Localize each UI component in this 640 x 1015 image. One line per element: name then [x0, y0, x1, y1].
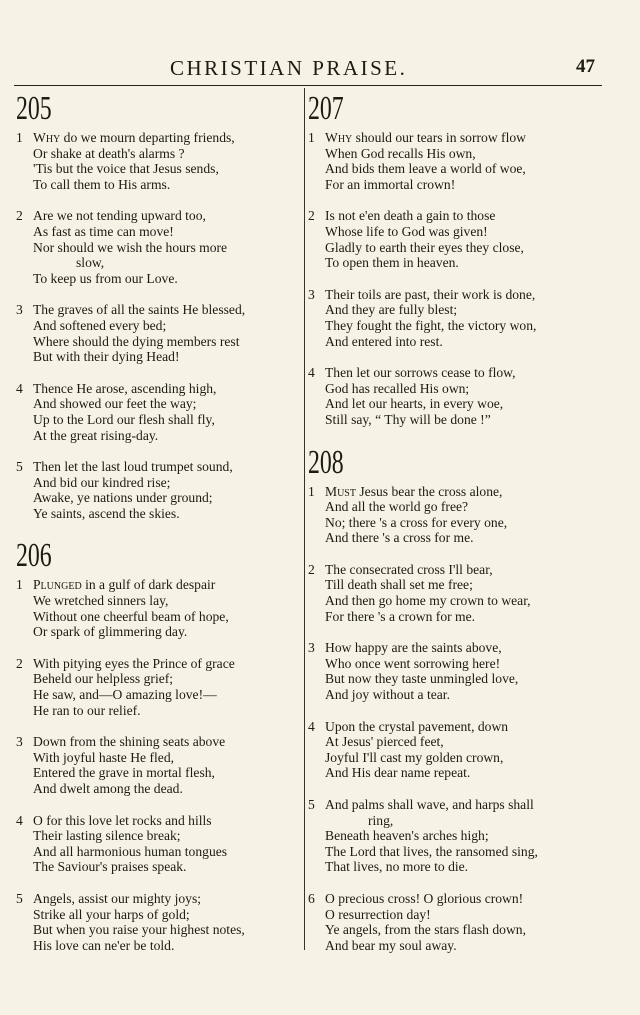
line-text: Upon the crystal pavement, down: [325, 718, 509, 734]
line-text: O precious cross! O glorious crown!: [325, 890, 524, 906]
line-text: The Saviour's praises speak.: [33, 859, 187, 875]
verse-line: [308, 577, 600, 593]
verse-line: [308, 255, 600, 271]
verse-number: 4: [308, 718, 315, 734]
verse-number: 5: [308, 797, 315, 812]
stanza: [16, 656, 302, 718]
verse-number: 2: [308, 208, 315, 224]
stanza: [308, 562, 600, 624]
verse-line: [308, 484, 600, 500]
line-text: And palms shall wave, and harps shall: [325, 797, 534, 812]
line-text: With joyful haste He fled,: [33, 749, 175, 765]
line-text: God has recalled His own;: [325, 380, 470, 396]
stanza: [16, 891, 302, 953]
verse-line: [308, 734, 600, 750]
verse-number: 3: [16, 734, 23, 750]
stanza: [308, 130, 600, 192]
line-text: But with their dying Head!: [33, 349, 180, 365]
stanza: [16, 130, 302, 192]
line-text: Jesus bear the cross alone,: [355, 483, 503, 499]
line-text: The graves of all the saints He blessed,: [33, 302, 246, 318]
line-text: Angels, assist our mighty joys;: [33, 890, 202, 906]
hymn: [308, 90, 600, 428]
verse-line: [16, 813, 302, 829]
line-text: That lives, no more to die.: [325, 859, 469, 875]
line-text: in a gulf of dark despair: [81, 577, 216, 593]
verse-number: 1: [16, 130, 23, 145]
right-column: [308, 90, 600, 969]
hymn: [16, 90, 302, 521]
line-text: For an immortal crown!: [325, 176, 456, 192]
first-word: Must: [325, 483, 356, 499]
line-text: Then let our sorrows cease to flow,: [325, 365, 516, 381]
verse-line: [16, 593, 302, 609]
line-text: When God recalls His own,: [325, 145, 476, 161]
verse-line: [16, 765, 302, 781]
verse-line: [308, 813, 600, 829]
verse-line: [16, 703, 302, 719]
verse-line: [16, 844, 302, 860]
verse-number: 3: [308, 640, 315, 656]
verse-line: [308, 302, 600, 318]
verse-line: [308, 593, 600, 609]
line-text: And dwelt among the dead.: [33, 781, 183, 796]
verse-line: [16, 459, 302, 475]
line-text: Where should the dying members rest: [33, 333, 240, 349]
verse-line: [16, 271, 302, 287]
verse-line: [16, 255, 302, 271]
verse-line: [16, 828, 302, 844]
verse-line: [308, 891, 600, 907]
verse-line: [308, 381, 600, 397]
verse-line: [308, 656, 600, 672]
stanza: [308, 640, 600, 702]
verse-number: 2: [16, 208, 23, 224]
verse-line: [16, 412, 302, 428]
first-word: Plunged: [33, 577, 82, 593]
line-text: Their toils are past, their work is done,: [325, 286, 536, 302]
line-text: Ye saints, ascend the skies.: [33, 505, 180, 521]
verse-line: [16, 349, 302, 365]
verse-line: [308, 562, 600, 578]
line-text: Beneath heaven's arches high;: [325, 828, 489, 844]
line-text: And softened every bed;: [33, 317, 167, 333]
hymn-number: 208: [308, 443, 344, 481]
verse-line: [16, 240, 302, 256]
line-text: O for this love let rocks and hills: [33, 812, 212, 828]
verse-number: 2: [308, 561, 315, 577]
stanza: [308, 484, 600, 546]
line-text: They fought the fight, the victory won,: [325, 317, 537, 333]
line-text: Or spark of glimmering day.: [33, 624, 188, 640]
verse-line: [308, 844, 600, 860]
line-text: Nor should we wish the hours more: [33, 239, 228, 255]
stanza: [16, 381, 302, 443]
line-text: do we mourn departing friends,: [60, 130, 235, 145]
verse-line: [308, 609, 600, 625]
line-text: And bid our kindred rise;: [33, 474, 171, 490]
line-text: Entered the grave in mortal flesh,: [33, 765, 215, 781]
verse-number: 2: [16, 655, 23, 671]
stanza: [16, 577, 302, 639]
verse-line: [16, 161, 302, 177]
verse-number: 3: [308, 286, 315, 302]
verse-line: [16, 208, 302, 224]
stanza: [308, 891, 600, 953]
verse-line: [16, 671, 302, 687]
line-text: How happy are the saints above,: [325, 640, 502, 656]
verse-line: [308, 161, 600, 177]
line-text: And bear my soul away.: [325, 937, 457, 953]
line-text: And entered into rest.: [325, 333, 443, 349]
line-text: O resurrection day!: [325, 906, 431, 922]
verse-line: [308, 499, 600, 515]
line-text: But when you raise your highest notes,: [33, 922, 245, 938]
verse-line: [308, 859, 600, 875]
stanza: [308, 287, 600, 349]
verse-line: [308, 671, 600, 687]
verse-line: [16, 334, 302, 350]
verse-line: [308, 318, 600, 334]
line-text: Or shake at death's alarms ?: [33, 145, 185, 161]
verse-line: [308, 412, 600, 428]
column-divider: [304, 88, 305, 950]
line-text: And then go home my crown to wear,: [325, 593, 531, 609]
verse-line: [16, 224, 302, 240]
verse-line: [308, 922, 600, 938]
line-text: Is not e'en death a gain to those: [325, 208, 496, 224]
left-column: [16, 90, 302, 969]
header-rule: [14, 85, 602, 86]
line-text: Who once went sorrowing here!: [325, 655, 501, 671]
verse-line: [308, 208, 600, 224]
verse-line: [16, 907, 302, 923]
line-text: The Lord that lives, the ransomed sing,: [325, 843, 538, 859]
verse-line: [308, 146, 600, 162]
running-title: CHRISTIAN PRAISE.: [170, 56, 408, 80]
verse-line: [308, 287, 600, 303]
page-number: 47: [576, 56, 595, 77]
verse-line: [16, 750, 302, 766]
line-text: Till death shall set me free;: [325, 577, 473, 593]
line-text: And joy without a tear.: [325, 687, 450, 703]
verse-line: [16, 891, 302, 907]
hymn: [308, 444, 600, 954]
line-text: should our tears in sorrow flow: [352, 130, 526, 145]
verse-line: [308, 334, 600, 350]
verse-line: [16, 428, 302, 444]
line-text: And His dear name repeat.: [325, 765, 471, 781]
verse-line: [308, 797, 600, 813]
line-text: And all the world go free?: [325, 499, 469, 515]
line-text: Awake, ye nations under ground;: [33, 490, 213, 506]
first-word: Why: [33, 130, 61, 145]
verse-line: [308, 640, 600, 656]
verse-line: [308, 177, 600, 193]
verse-line: [16, 506, 302, 522]
verse-line: [16, 734, 302, 750]
stanza: [16, 813, 302, 875]
stanza: [16, 734, 302, 796]
line-text: To call them to His arms.: [33, 176, 171, 192]
verse-number: 1: [308, 483, 315, 499]
verse-number: 3: [16, 302, 23, 318]
page-header: [0, 56, 640, 82]
line-text: Still say, “ Thy will be done !”: [325, 411, 491, 427]
line-text: Ye angels, from the stars flash down,: [325, 922, 526, 938]
verse-line: [16, 396, 302, 412]
line-text: Whose life to God was given!: [325, 223, 488, 239]
line-text: Gladly to earth their eyes they close,: [325, 239, 524, 255]
verse-line: [308, 530, 600, 546]
verse-line: [16, 624, 302, 640]
line-text: ring,: [368, 812, 394, 828]
line-text: Without one cheerful beam of hope,: [33, 608, 229, 624]
line-text: At the great rising-day.: [33, 427, 159, 443]
verse-number: 6: [308, 890, 315, 906]
verse-line: [16, 609, 302, 625]
verse-line: [16, 177, 302, 193]
line-text: Down from the shining seats above: [33, 734, 226, 750]
verse-line: [16, 146, 302, 162]
line-text: Joyful I'll cast my golden crown,: [325, 749, 504, 765]
stanza: [16, 302, 302, 364]
verse-line: [16, 859, 302, 875]
verse-line: [308, 130, 600, 146]
verse-number: 4: [16, 812, 23, 828]
line-text: Then let the last loud trumpet sound,: [33, 459, 233, 475]
line-text: At Jesus' pierced feet,: [325, 734, 444, 750]
stanza: [308, 208, 600, 270]
verse-line: [308, 750, 600, 766]
line-text: And bids them leave a world of woe,: [325, 161, 526, 177]
verse-line: [16, 490, 302, 506]
line-text: He ran to our relief.: [33, 702, 141, 718]
verse-line: [16, 687, 302, 703]
line-text: We wretched sinners lay,: [33, 593, 169, 609]
line-text: And all harmonious human tongues: [33, 843, 228, 859]
verse-line: [308, 765, 600, 781]
line-text: As fast as time can move!: [33, 223, 174, 239]
verse-line: [16, 318, 302, 334]
verse-line: [16, 475, 302, 491]
line-text: Thence He arose, ascending high,: [33, 380, 217, 396]
verse-line: [308, 396, 600, 412]
verse-line: [16, 130, 302, 146]
line-text: With pitying eyes the Prince of grace: [33, 655, 235, 671]
hymn: [16, 537, 302, 953]
line-text: Strike all your harps of gold;: [33, 906, 190, 922]
line-text: 'Tis but the voice that Jesus sends,: [33, 161, 219, 177]
verse-line: [308, 938, 600, 954]
line-text: He saw, and—O amazing love!—: [33, 687, 217, 703]
verse-line: [16, 922, 302, 938]
verse-line: [16, 577, 302, 593]
line-text: Are we not tending upward too,: [33, 208, 206, 224]
stanza: [16, 459, 302, 521]
verse-line: [308, 515, 600, 531]
hymn-number: 205: [16, 90, 52, 127]
line-text: And they are fully blest;: [325, 302, 458, 318]
line-text: Beheld our helpless grief;: [33, 671, 174, 687]
line-text: No; there 's a cross for every one,: [325, 514, 508, 530]
line-text: Up to the Lord our flesh shall fly,: [33, 411, 215, 427]
hymn-number: 207: [308, 90, 344, 127]
stanza: [308, 797, 600, 875]
line-text: But now they taste unmingled love,: [325, 671, 519, 687]
line-text: slow,: [76, 255, 105, 271]
stanza: [16, 208, 302, 286]
first-word: Why: [325, 130, 353, 145]
verse-number: 4: [16, 380, 23, 396]
line-text: To open them in heaven.: [325, 255, 459, 271]
verse-line: [308, 687, 600, 703]
verse-line: [16, 302, 302, 318]
verse-number: 1: [308, 130, 315, 145]
verse-line: [308, 365, 600, 381]
verse-number: 4: [308, 365, 315, 381]
verse-number: 1: [16, 577, 23, 593]
verse-line: [308, 719, 600, 735]
verse-line: [308, 907, 600, 923]
line-text: And there 's a cross for me.: [325, 530, 474, 546]
line-text: The consecrated cross I'll bear,: [325, 561, 493, 577]
verse-number: 5: [16, 890, 23, 906]
verse-line: [308, 828, 600, 844]
line-text: For there 's a crown for me.: [325, 608, 476, 624]
line-text: And showed our feet the way;: [33, 396, 197, 412]
verse-number: 5: [16, 459, 23, 475]
stanza: [308, 365, 600, 427]
verse-line: [308, 240, 600, 256]
line-text: And let our hearts, in every woe,: [325, 396, 504, 412]
verse-line: [16, 938, 302, 954]
verse-line: [308, 224, 600, 240]
verse-line: [16, 781, 302, 797]
line-text: To keep us from our Love.: [33, 270, 178, 286]
hymn-number: 206: [16, 537, 52, 575]
stanza: [308, 719, 600, 781]
line-text: His love can ne'er be told.: [33, 937, 175, 953]
verse-line: [16, 381, 302, 397]
line-text: Their lasting silence break;: [33, 828, 181, 844]
verse-line: [16, 656, 302, 672]
